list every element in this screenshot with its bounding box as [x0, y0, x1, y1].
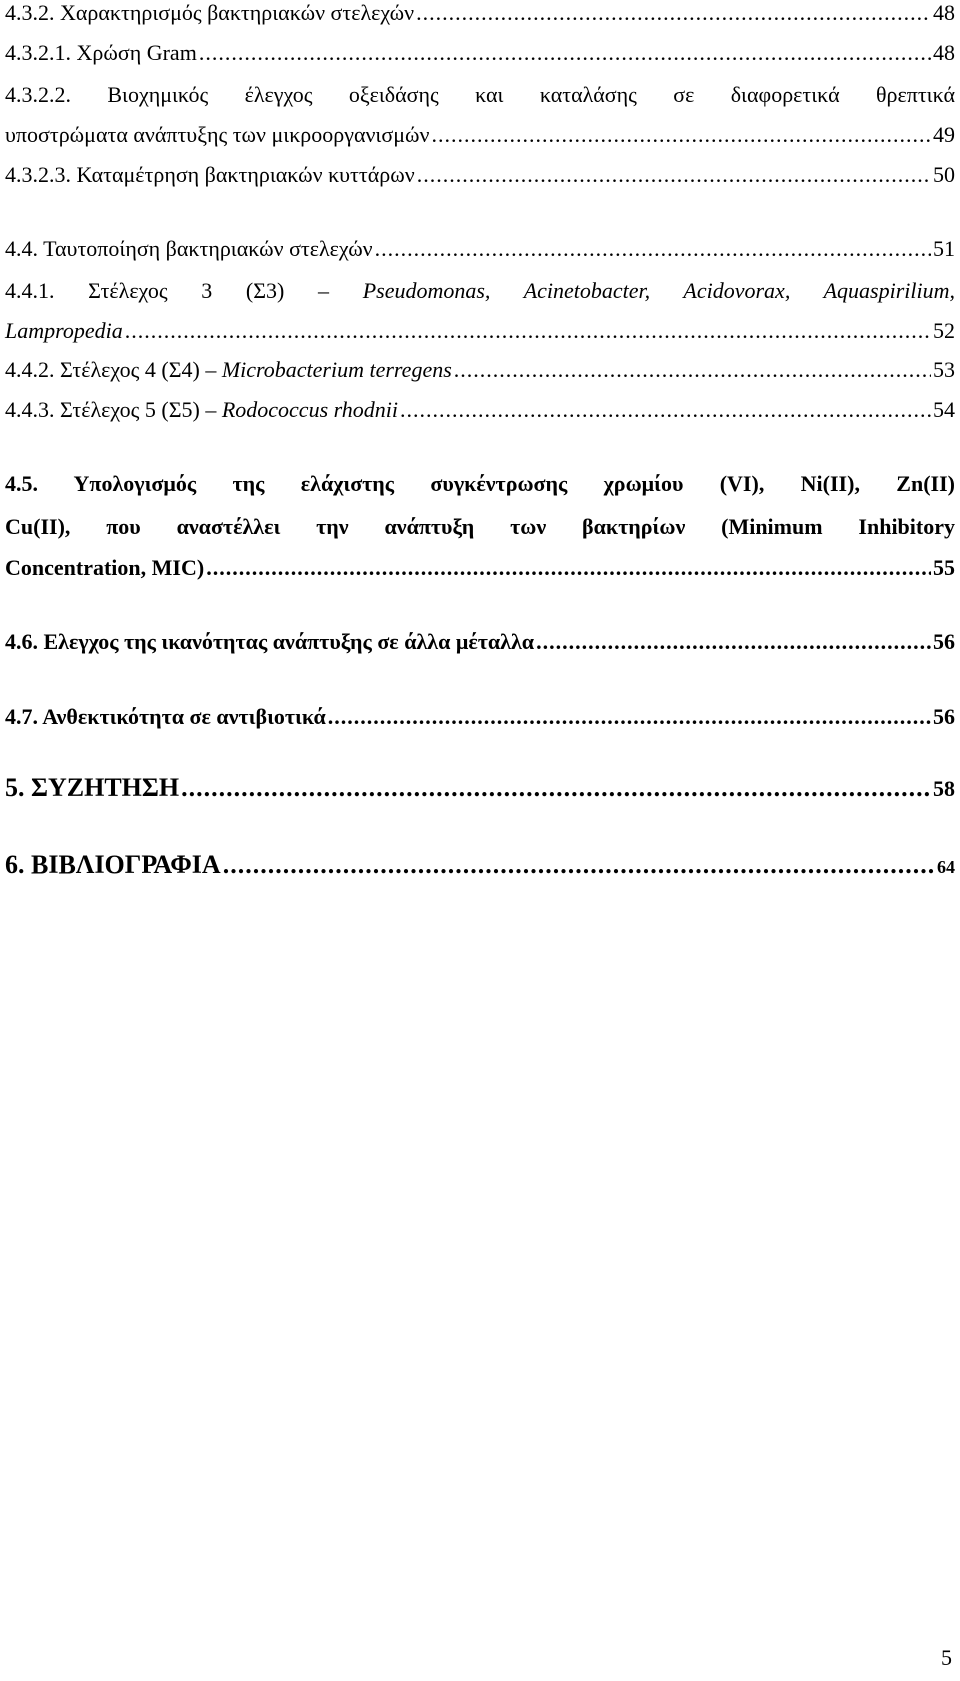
toc-entry-line[interactable]: 4.5. Υπολογισμός της ελάχιστης συγκέντρωσης χρωμίου (VI), Ni(II), Zn(II) — [5, 471, 955, 496]
species-names: Pseudomonas, Acinetobacter, Acidovorax, Aquaspirilium, — [362, 278, 955, 303]
page-number: 5 — [941, 1645, 952, 1670]
toc-page-number: 49 — [933, 122, 955, 147]
dot-leader — [400, 397, 931, 423]
toc-entry-line[interactable]: 4.4.1. Στέλεχος 3 (Σ3) – Pseudomonas, Acinetobacter, Acidovorax, Aquaspirilium, — [5, 278, 955, 303]
toc-entry[interactable]: 4.6. Ελεγχος της ικανότητας ανάπτυξης σε άλλα μέταλλα ..... 56 — [5, 629, 955, 655]
dot-leader — [416, 0, 931, 26]
toc-page-number: 58 — [933, 776, 955, 801]
toc-page-number: 56 — [933, 629, 955, 654]
toc-entry[interactable]: 4.3.2.1. Χρώση Gram ..... 48 — [5, 40, 955, 66]
toc-page-number: 50 — [933, 162, 955, 187]
dot-leader — [206, 555, 931, 581]
species-name: Rodococcus rhodnii — [221, 397, 399, 422]
toc-page-number: 53 — [933, 357, 955, 382]
toc-entry-line[interactable]: 4.3.2.2. Βιοχημικός έλεγχος οξειδάσης και καταλάσης σε διαφορετικά θρεπτικά — [5, 82, 955, 107]
dot-leader — [125, 318, 931, 344]
dot-leader — [375, 236, 931, 262]
toc-page-number: 55 — [933, 555, 955, 580]
toc-entry[interactable]: υποστρώματα ανάπτυξης των μικροοργανισμών ..... 49 — [5, 122, 955, 148]
dot-leader — [199, 40, 931, 66]
toc-entry[interactable]: Concentration, MIC) ..... 55 — [5, 555, 955, 581]
dot-leader — [181, 773, 931, 803]
toc-page-number: 51 — [933, 236, 955, 261]
toc-page-number: 48 — [933, 0, 955, 25]
toc-entry[interactable]: 4.4. Ταυτοποίηση βακτηριακών στελεχών ..... 51 — [5, 236, 955, 262]
toc-page-number: 56 — [933, 704, 955, 729]
toc-page-number: 64 — [937, 857, 955, 877]
species-name: Microbacterium terregens — [221, 357, 452, 382]
toc-entry-chapter[interactable]: 5. ΣΥΖΗΤΗΣΗ ..... 58 — [5, 773, 955, 803]
toc-entry[interactable]: 4.7. Ανθεκτικότητα σε αντιβιοτικά ..... 56 — [5, 704, 955, 730]
toc-entry[interactable]: 4.3.2. Χαρακτηρισμός βακτηριακών στελεχών ..... 48 — [5, 0, 955, 26]
toc-entry[interactable]: 4.4.2. Στέλεχος 4 (Σ4) – Microbacterium terregens ..... 53 — [5, 357, 955, 383]
toc-entry[interactable]: 4.4.3. Στέλεχος 5 (Σ5) – Rodococcus rhodnii ..... 54 — [5, 397, 955, 423]
toc-page-number: 54 — [933, 397, 955, 422]
dot-leader — [454, 357, 931, 383]
dot-leader — [417, 162, 931, 188]
dot-leader — [431, 122, 931, 148]
dot-leader — [223, 850, 935, 880]
toc-entry[interactable]: 4.3.2.3. Καταμέτρηση βακτηριακών κυττάρων ..... 50 — [5, 162, 955, 188]
toc-entry[interactable]: Lampropedia ..... 52 — [5, 318, 955, 344]
dot-leader — [536, 629, 931, 655]
dot-leader — [328, 704, 931, 730]
toc-entry-line[interactable]: Cu(II), που αναστέλλει την ανάπτυξη των βακτηρίων (Minimum Inhibitory — [5, 514, 955, 539]
toc-entry-chapter[interactable]: 6. ΒΙΒΛΙΟΓΡΑΦΙΑ ..... 64 — [5, 850, 955, 880]
toc-page-number: 48 — [933, 40, 955, 65]
toc-page-number: 52 — [933, 318, 955, 343]
